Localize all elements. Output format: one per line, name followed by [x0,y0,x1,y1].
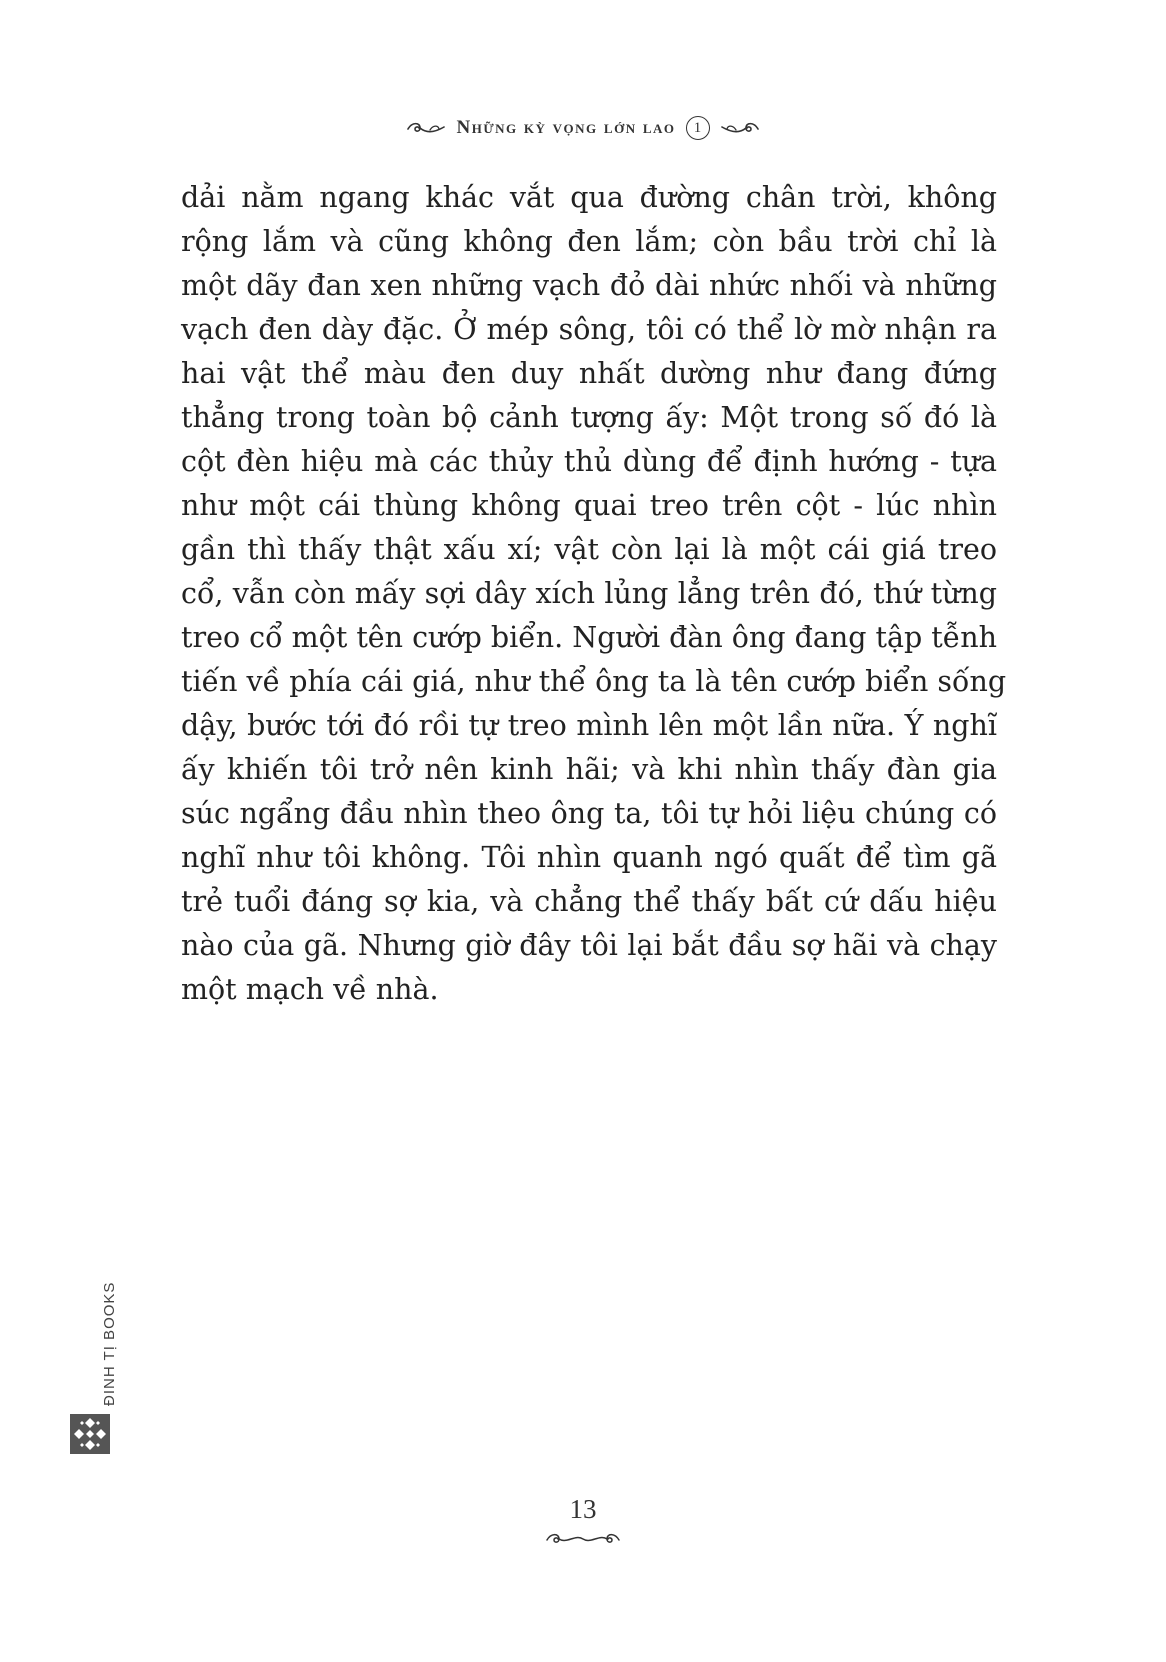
text-line: thẳng trong toàn bộ cảnh tượng ấy: Một trong số đó là [181,401,997,434]
body-paragraph [181,176,1007,1012]
running-header [0,116,1166,140]
text-line: tiến về phía cái giá, như thể ông ta là tên cướp biển sống [181,665,1007,698]
text-line: cổ, vẫn còn mấy sợi dây xích lủng lẳng trên đó, thứ từng [181,577,997,610]
running-header-title: Những kỳ vọng lớn lao [456,117,676,138]
footer-ornament-icon [0,1530,1166,1548]
text-line: gần thì thấy thật xấu xí; vật còn lại là một cái giá treo [181,533,997,566]
text-line: như một cái thùng không quai treo trên cột - lúc nhìn [181,489,997,522]
text-line: hai vật thể màu đen duy nhất dường như đang đứng [181,357,997,390]
text-line: một dãy đan xen những vạch đỏ dài nhức nhối và những [181,269,997,302]
page-footer [0,1492,1166,1548]
text-line: cột đèn hiệu mà các thủy thủ dùng để định hướng - tựa [181,445,997,478]
text-line: vạch đen dày đặc. Ở mép sông, tôi có thể lờ mờ nhận ra [181,313,997,346]
text-line: ấy khiến tôi trở nên kinh hãi; và khi nhìn thấy đàn gia [181,753,997,786]
text-line: nào của gã. Nhưng giờ đây tôi lại bắt đầu sợ hãi và chạy [181,929,997,962]
text-line: nghĩ như tôi không. Tôi nhìn quanh ngó quất để tìm gã [181,841,997,874]
curl-ornament-right-icon [720,120,760,136]
curl-ornament-left-icon [406,120,446,136]
text-line: trẻ tuổi đáng sợ kia, và chẳng thể thấy bất cứ dấu hiệu [181,885,997,918]
text-line: dậy, bước tới đó rồi tự treo mình lên một lần nữa. Ý nghĩ [181,709,997,742]
text-line: treo cổ một tên cướp biển. Người đàn ông đang tập tễnh [181,621,997,654]
publisher-name: ĐINH TỊ BOOKS [101,1281,118,1406]
text-line: một mạch về nhà. [181,973,439,1006]
publisher-mark [70,1281,118,1456]
text-line: rộng lắm và cũng không đen lắm; còn bầu trời chỉ là [181,225,997,258]
text-line: dải nằm ngang khác vắt qua đường chân trời, không [181,181,997,214]
publisher-logo-icon [70,1414,110,1454]
text-line: súc ngẩng đầu nhìn theo ông ta, tôi tự hỏi liệu chúng có [181,797,997,830]
volume-number-badge: 1 [686,116,710,140]
page-number: 13 [569,1494,597,1524]
